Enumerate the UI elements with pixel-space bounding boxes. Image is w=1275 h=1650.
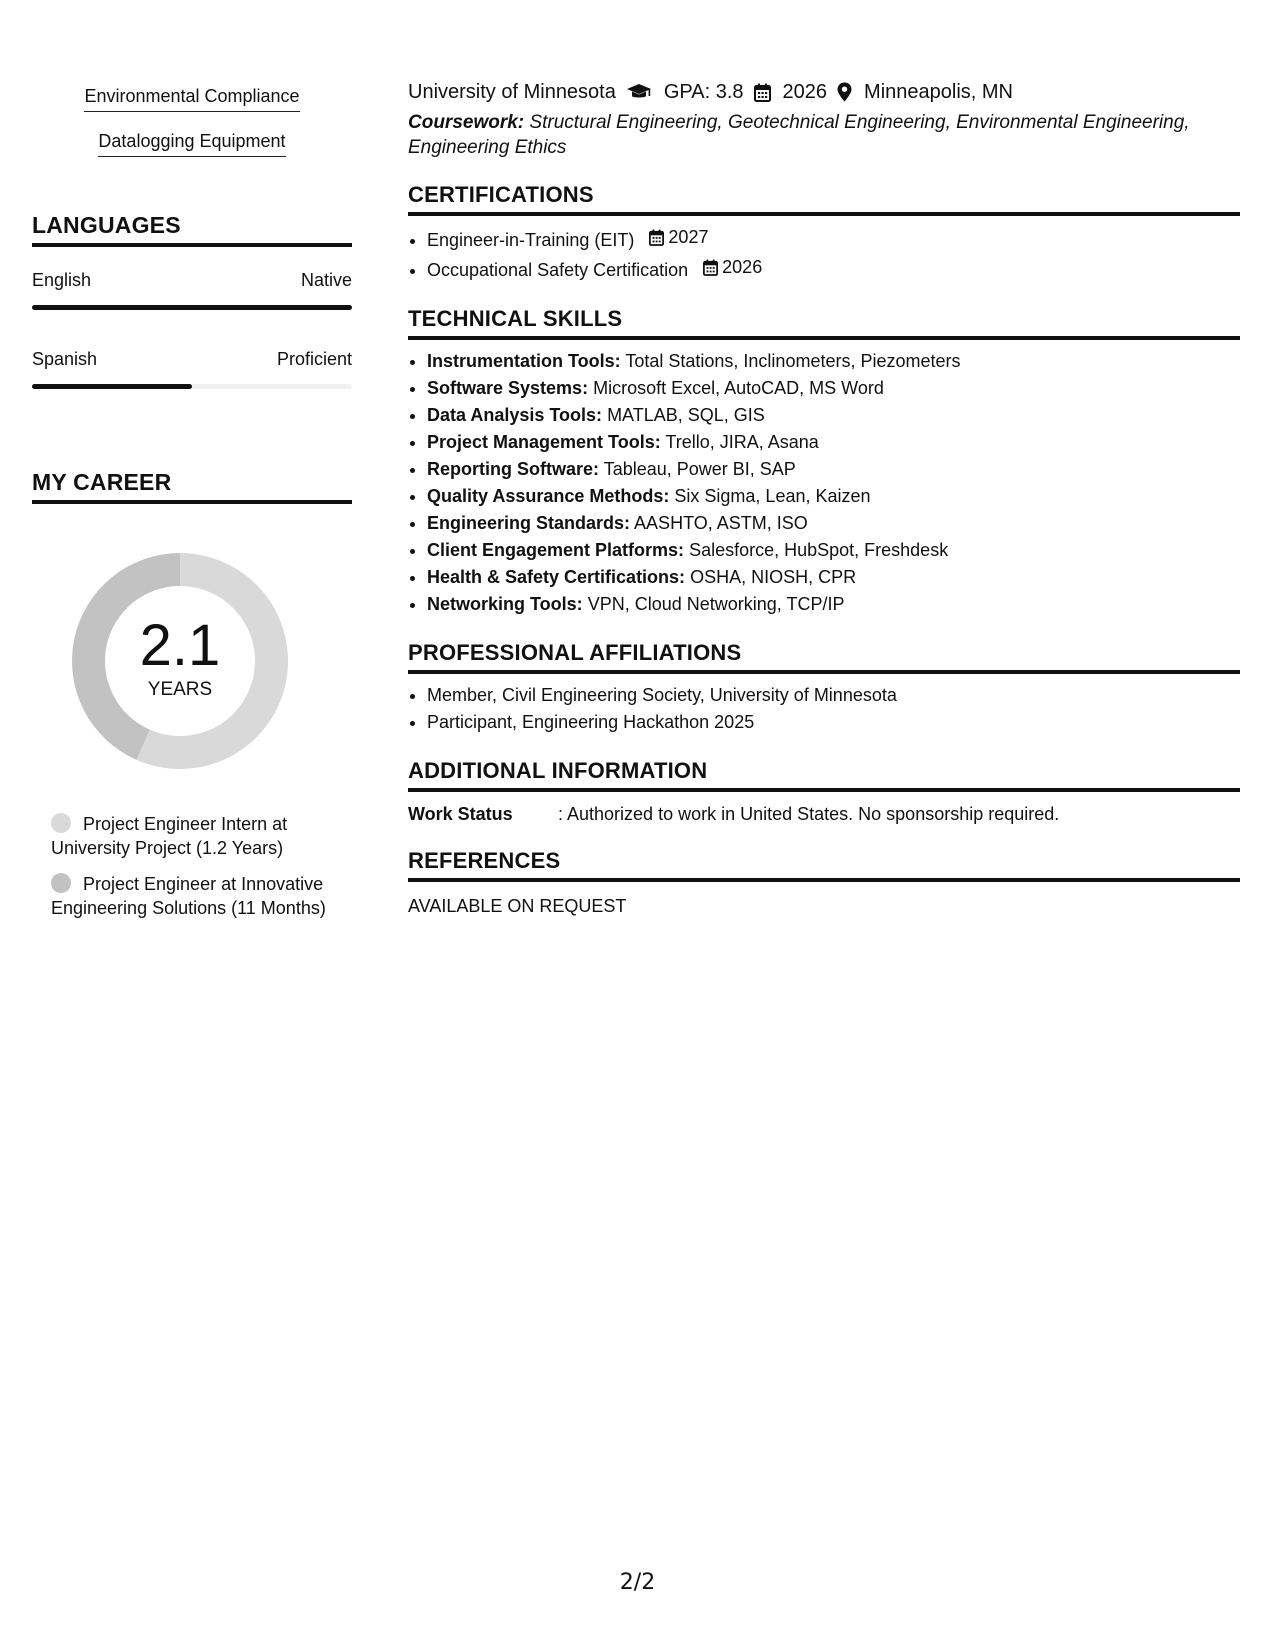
calendar-icon bbox=[754, 83, 771, 102]
skill-value: VPN, Cloud Networking, TCP/IP bbox=[587, 594, 845, 614]
skill-value: Tableau, Power BI, SAP bbox=[603, 459, 796, 479]
skill-label: Health & Safety Certifications: bbox=[427, 567, 686, 587]
language-level: Native bbox=[300, 270, 352, 290]
skill-label: Reporting Software: bbox=[427, 459, 600, 479]
career-legend bbox=[51, 812, 351, 920]
language-item bbox=[32, 348, 352, 389]
coursework-list: Structural Engineering, Geotechnical Engineering, Environmental Engineering, Engineering Ethics bbox=[408, 112, 1190, 158]
technical-skills-list bbox=[408, 348, 1240, 618]
calendar-icon bbox=[649, 229, 664, 246]
skill-value: Microsoft Excel, AutoCAD, MS Word bbox=[593, 378, 884, 398]
career-heading: MY CAREER bbox=[32, 469, 352, 504]
skill-item bbox=[427, 483, 1240, 510]
skill-value: MATLAB, SQL, GIS bbox=[607, 405, 765, 425]
work-status-value: : Authorized to work in United States. No sponsorship required. bbox=[558, 804, 1060, 824]
references-heading: REFERENCES bbox=[408, 848, 1240, 882]
skill-value: Salesforce, HubSpot, Freshdesk bbox=[689, 540, 949, 560]
certification-name: Engineer-in-Training (EIT) bbox=[427, 230, 635, 250]
affiliation-item: • Participant, Engineering Hackathon 2025 bbox=[427, 709, 1240, 736]
career-total-value: 2.1 bbox=[139, 613, 221, 678]
references-text: AVAILABLE ON REQUEST bbox=[408, 896, 627, 916]
skill-item bbox=[427, 375, 1240, 402]
skill-tag: Datalogging Equipment bbox=[98, 129, 285, 157]
calendar-icon bbox=[703, 259, 718, 276]
skill-item bbox=[427, 348, 1240, 375]
language-bar bbox=[32, 384, 352, 389]
work-status-row bbox=[408, 802, 1240, 826]
language-level: Proficient bbox=[276, 349, 352, 369]
additional-info-heading: ADDITIONAL INFORMATION bbox=[408, 758, 1240, 792]
language-bar-fill bbox=[32, 305, 352, 310]
affiliations-heading: PROFESSIONAL AFFILIATIONS bbox=[408, 640, 1240, 674]
skill-item bbox=[427, 591, 1240, 618]
skill-tags bbox=[32, 84, 352, 174]
page-number: 2/2 bbox=[619, 1570, 656, 1595]
skill-tag: Environmental Compliance bbox=[84, 84, 299, 112]
legend-label: Project Engineer at Innovative Engineering Solutions (11 Months) bbox=[51, 874, 326, 918]
skill-label: Data Analysis Tools: bbox=[427, 405, 603, 425]
technical-skills-heading: TECHNICAL SKILLS bbox=[408, 306, 1240, 340]
legend-item bbox=[51, 812, 351, 860]
skill-label: Client Engagement Platforms: bbox=[427, 540, 685, 560]
certification-name: Occupational Safety Certification bbox=[427, 260, 689, 280]
legend-dot bbox=[51, 813, 71, 833]
graduation-cap-icon bbox=[626, 83, 652, 101]
skill-item bbox=[427, 402, 1240, 429]
career-donut-chart bbox=[65, 546, 295, 776]
affiliation-item: • Member, Civil Engineering Society, University of Minnesota bbox=[427, 682, 1240, 709]
skill-value: OSHA, NIOSH, CPR bbox=[690, 567, 857, 587]
skill-label: Quality Assurance Methods: bbox=[427, 486, 670, 506]
certification-item bbox=[427, 254, 1240, 284]
language-name: Spanish bbox=[32, 349, 98, 369]
career-total-unit: YEARS bbox=[147, 679, 213, 700]
skill-label: Networking Tools: bbox=[427, 594, 583, 614]
skill-value: Trello, JIRA, Asana bbox=[665, 432, 819, 452]
education-line bbox=[408, 78, 1240, 106]
skill-label: Software Systems: bbox=[427, 378, 589, 398]
skill-item bbox=[427, 456, 1240, 483]
skill-value: AASHTO, ASTM, ISO bbox=[634, 513, 808, 533]
main-content bbox=[408, 78, 1240, 918]
skill-item bbox=[427, 537, 1240, 564]
skill-value: Total Stations, Inclinometers, Piezometers bbox=[625, 351, 961, 371]
skill-label: Engineering Standards: bbox=[427, 513, 631, 533]
language-bar-fill bbox=[32, 384, 192, 389]
certification-year: 2027 bbox=[668, 227, 709, 247]
gpa: GPA: 3.8 bbox=[663, 81, 744, 103]
skill-item bbox=[427, 429, 1240, 456]
skill-label: Project Management Tools: bbox=[427, 432, 661, 452]
legend-dot bbox=[51, 873, 71, 893]
certification-item bbox=[427, 224, 1240, 254]
language-name: English bbox=[32, 270, 92, 290]
legend-item bbox=[51, 872, 351, 920]
coursework-label: Coursework: bbox=[408, 112, 525, 133]
affiliations-list bbox=[408, 682, 1240, 736]
work-status-label: Work Status bbox=[408, 804, 513, 824]
skill-item bbox=[427, 564, 1240, 591]
skill-item bbox=[427, 510, 1240, 537]
coursework bbox=[408, 110, 1240, 160]
languages-heading: LANGUAGES bbox=[32, 212, 352, 247]
language-bar bbox=[32, 305, 352, 310]
certifications-list bbox=[408, 224, 1240, 284]
sidebar bbox=[32, 84, 352, 932]
graduation-year: 2026 bbox=[782, 81, 828, 103]
language-item bbox=[32, 269, 352, 310]
certifications-heading: CERTIFICATIONS bbox=[408, 182, 1240, 216]
legend-label: Project Engineer Intern at University Project (1.2 Years) bbox=[51, 814, 288, 858]
certification-year: 2026 bbox=[722, 257, 763, 277]
skill-value: Six Sigma, Lean, Kaizen bbox=[674, 486, 871, 506]
map-pin-icon bbox=[837, 82, 852, 102]
skill-label: Instrumentation Tools: bbox=[427, 351, 621, 371]
school-name: University of Minnesota bbox=[408, 81, 616, 103]
school-location: Minneapolis, MN bbox=[864, 81, 1013, 103]
